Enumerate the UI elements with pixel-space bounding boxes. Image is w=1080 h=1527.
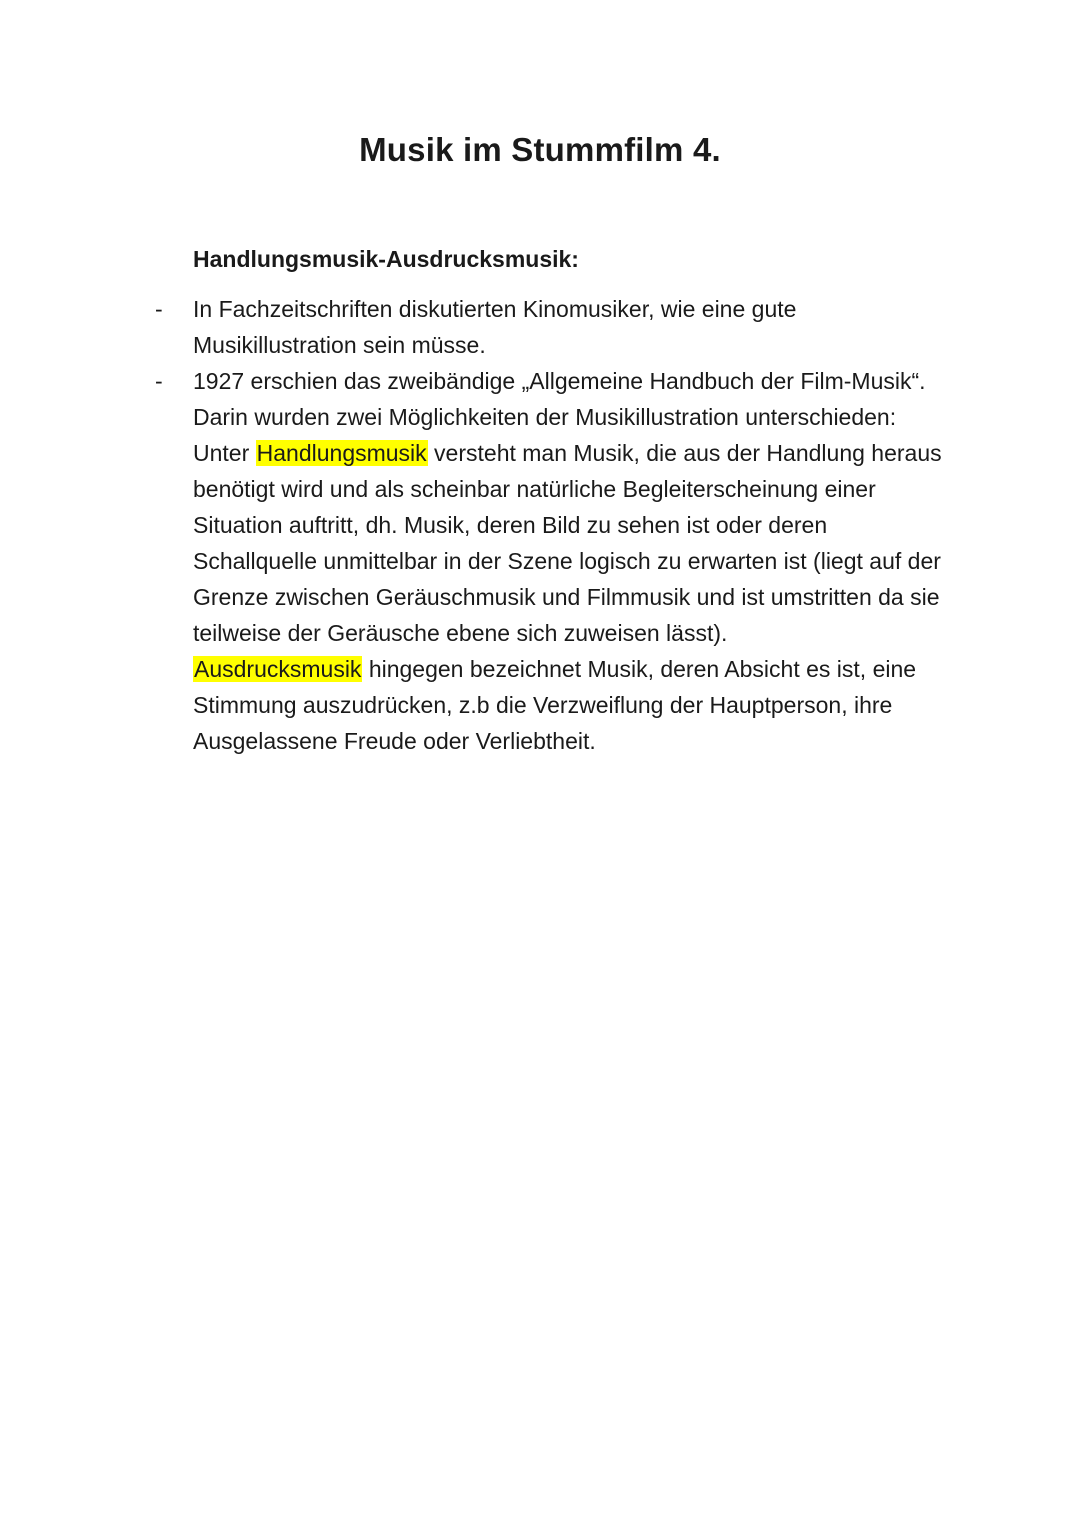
bullet-text: In Fachzeitschriften diskutierten Kinomusiker, wie eine gute Musikillustration sein müsse. <box>193 296 797 358</box>
bullet-marker: - <box>155 296 163 322</box>
paragraph-text: hingegen bezeichnet Musik, deren Absicht es ist, eine Stimmung auszudrücken, z.b die Verzweiflung der Hauptperson, ihre Ausgelassene Freude oder Verliebtheit. <box>193 656 917 754</box>
section-heading: Handlungsmusik-Ausdrucksmusik: <box>193 246 579 272</box>
bullet-marker: - <box>155 368 163 394</box>
document-body <box>155 291 953 759</box>
highlighted-term: Ausdrucksmusik <box>194 656 362 682</box>
bullet-text: 1927 erschien das zweibändige „Allgemeine Handbuch der Film-Musik“. Darin wurden zwei Möglichkeiten der Musikillustration unterschieden: <box>193 368 926 430</box>
paragraph-handlungsmusik <box>193 435 953 651</box>
highlighted-term: Handlungsmusik <box>256 440 427 466</box>
paragraph-ausdrucksmusik <box>193 651 953 759</box>
paragraph-text: versteht man Musik, die aus der Handlung heraus benötigt wird und als scheinbar natürliche Begleiterscheinung einer Situation auftritt, dh. Musik, deren Bild zu sehen ist oder deren Schallquelle unmittelbar in der Szene logisch zu erwarten ist (liegt auf der Grenze zwischen Geräuschmusik und Filmmusik und ist umstritten da sie teilweise der Geräusche ebene sich zuweisen lässt). <box>193 440 942 646</box>
paragraph-text: Unter <box>193 440 256 466</box>
bullet-item <box>155 363 953 435</box>
bullet-item <box>155 291 953 363</box>
page-title: Musik im Stummfilm 4. <box>359 131 721 168</box>
